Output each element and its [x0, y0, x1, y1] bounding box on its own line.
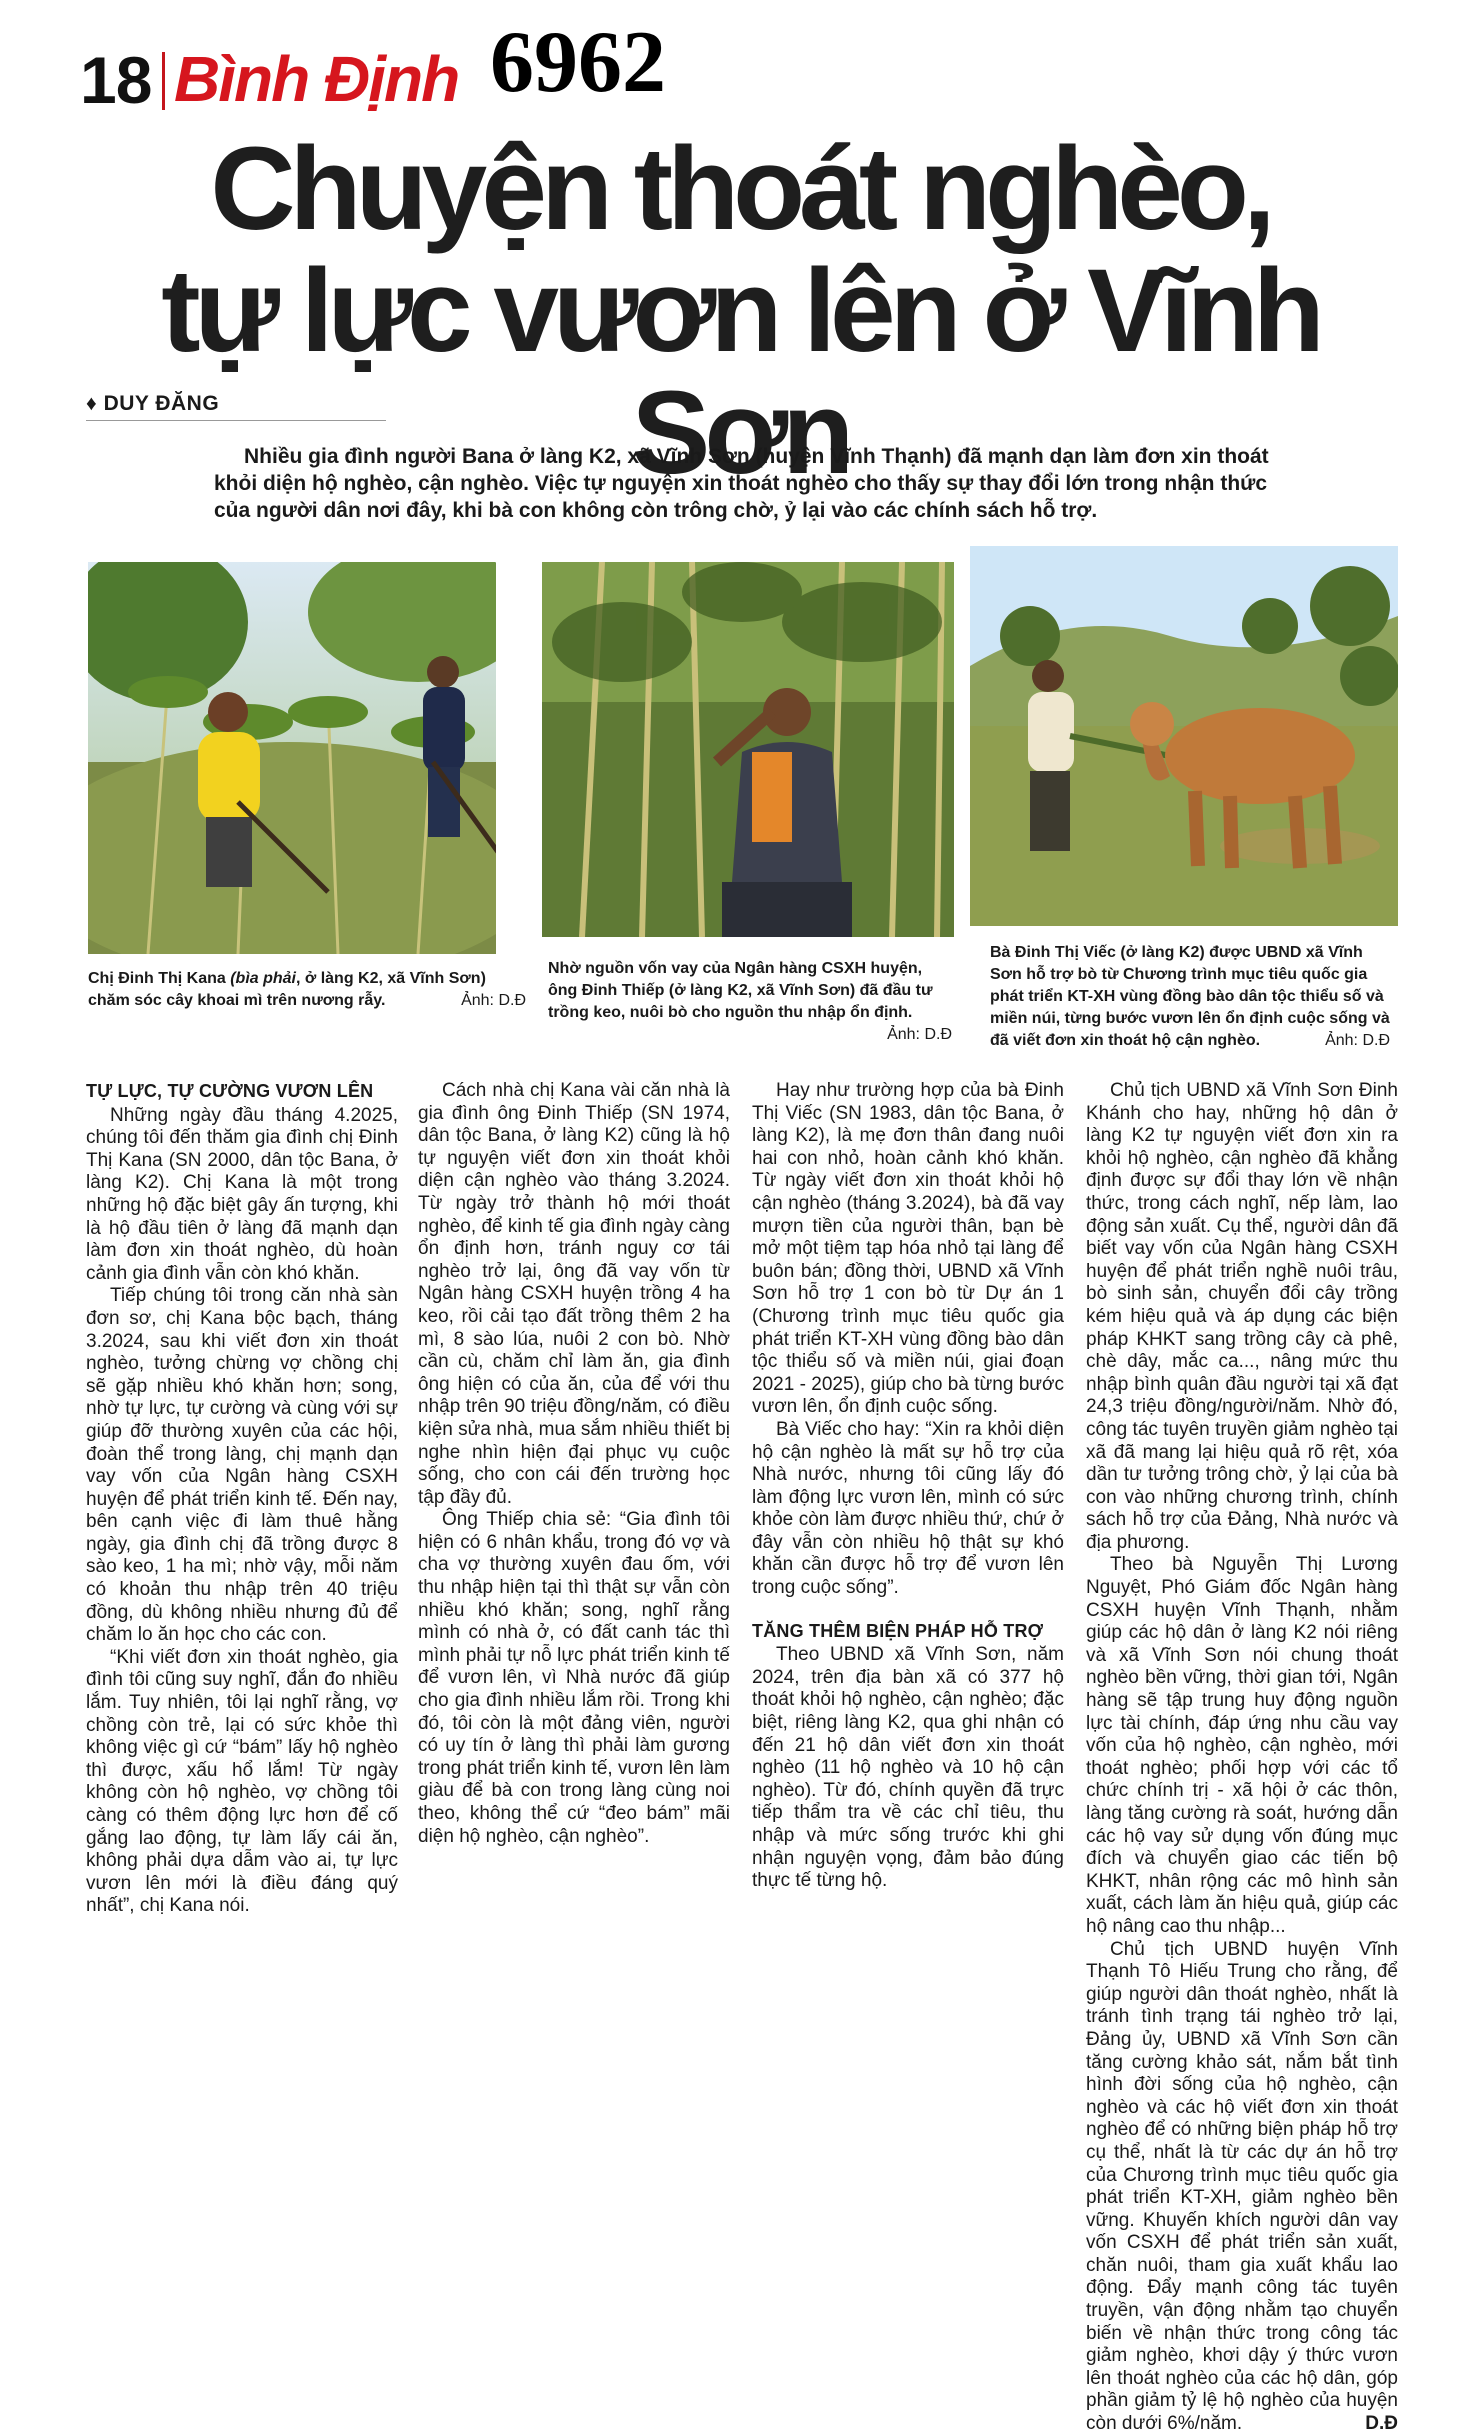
paragraph: Chủ tịch UBND xã Vĩnh Sơn Đinh Khánh cho hay, những hộ dân ở làng K2 tự nguyện viết đơn xin ra khỏi hộ nghèo, cận nghèo đã khẳng định được sự đổi thay lớn về nhận thức, trong cách nghĩ, nếp làm, lao động sản xuất. Cụ thể, người dân đã biết vay vốn của Ngân hàng CSXH huyện để phát triển nghề nuôi trâu, bò sinh sản, chuyển đổi cây trồng kém hiệu quả và áp dụng các biện pháp KHKT sang trồng cây cà phê, chè dây, mắc ca..., nâng mức thu nhập bình quân đầu người tại xã đạt 24,3 triệu đồng/người/năm. Nhờ đó, công tác tuyên truyền giảm nghèo tại xã đã mang lại hiệu quả rõ rệt, xóa dần tư tưởng trông chờ, ỷ lại của bà con vào những chương trình, chính sách hỗ trợ của Đảng, Nhà nước và địa phương.	[1086, 1080, 1398, 1553]
paragraph: Bà Viếc cho hay: “Xin ra khỏi diện hộ cận nghèo là mất sự hỗ trợ của Nhà nước, nhưng tôi cũng lấy đó làm động lực vươn lên, mình có sức khỏe còn làm được nhiều thứ, chứ ở đây vẫn còn nhiều hộ thật sự khó khăn cần được hỗ trợ để vươn lên trong cuộc sống”.	[752, 1418, 1064, 1599]
photo-caption-3: Bà Đinh Thị Viếc (ở làng K2) được UBND xã Vĩnh Sơn hỗ trợ bò từ Chương trình mục tiêu quốc gia phát triển KT-XH vùng đồng bào dân tộc thiểu số và miền núi, từng bước vươn lên ổn định cuộc sống và đã viết đơn xin thoát hộ cận nghèo. Ảnh: D.Đ	[990, 942, 1390, 1052]
paragraph: Tiếp chúng tôi trong căn nhà sàn đơn sơ, chị Kana bộc bạch, tháng 3.2024, sau khi viết đơn xin thoát nghèo, tưởng chừng vợ chồng chị sẽ gặp nhiều khó khăn hơn; song, nhờ tự lực, tự cường và cùng với sự giúp đỡ thường xuyên của các hội, đoàn thể trong làng, chị mạnh dạn vay vốn của Ngân hàng CSXH huyện để phát triển kinh tế. Đến nay, bên cạnh việc đi làm thuê hằng ngày, gia đình chị đã trồng được 8 sào keo, 1 ha mì; nhờ vậy, mỗi năm có khoản thu nhập trên 40 triệu đồng, dù không nhiều nhưng đủ để chăm lo ăn học cho các con.	[86, 1285, 398, 1646]
headline	[60, 123, 1420, 499]
newspaper-logo: Bình Định	[174, 43, 459, 115]
article-column-1	[86, 1080, 398, 1918]
paragraph: “Khi viết đơn xin thoát nghèo, gia đình tôi cũng suy nghĩ, đắn đo nhiều lắm. Tuy nhiên, tôi lại nghĩ rằng, vợ chồng còn trẻ, lại có sức khỏe thì không việc gì cứ “bám” lấy hộ nghèo thì được, xấu hổ lắm! Từ ngày không còn hộ nghèo, vợ chồng tôi càng có thêm động lực hơn để cố gắng lao động, tự làm lấy cái ăn, không phải dựa dẫm vào ai, tự lực vươn lên mới là điều đáng quý nhất”, chị Kana nói.	[86, 1646, 398, 1917]
headline-line-1: Chuyện thoát nghèo,	[210, 123, 1270, 255]
byline-author: DUY ĐĂNG	[103, 392, 220, 415]
paragraph: Theo bà Nguyễn Thị Lương Nguyệt, Phó Giám đốc Ngân hàng CSXH huyện Vĩnh Thạnh, nhằm giúp các hộ dân ở làng K2 nói riêng và xã Vĩnh Sơn nói chung thoát nghèo bền vững, thời gian tới, Ngân hàng sẽ tập trung huy động nguồn lực tài chính, đáp ứng nhu cầu vay vốn của hộ nghèo, cận nghèo, mới thoát nghèo; phối hợp với các tổ chức chính trị - xã hội ở các thôn, làng tăng cường rà soát, hướng dẫn các hộ vay sử dụng vốn đúng mục đích và chuyển giao các tiến bộ KHKT, nhân rộng các mô hình sản xuất, cách làm ăn hiệu quả, giúp các hộ nâng cao thu nhập...	[1086, 1554, 1398, 1937]
paragraph: Cách nhà chị Kana vài căn nhà là gia đình ông Đinh Thiếp (SN 1974, dân tộc Bana, ở làng K2) cũng là hộ tự nguyện viết đơn xin thoát khỏi diện cận nghèo vào tháng 3.2024. Từ ngày trở thành hộ mới thoát nghèo, để kinh tế gia đình ngày càng ổn định hơn, tránh nguy cơ tái nghèo trở lại, ông đã vay vốn từ Ngân hàng CSXH huyện trồng 4 ha keo, rồi cải tạo đất trồng thêm 2 ha mì, 8 sào lúa, nuôi 2 con bò. Nhờ cần cù, chăm chỉ làm ăn, gia đình ông hiện có của ăn, của để với thu nhập trên 90 triệu đồng/năm, có điều kiện sửa nhà, mua sắm nhiều thiết bị nghe nhìn hiện đại phục vụ cuộc sống, cho con cái đến trường học tập đầy đủ.	[418, 1080, 730, 1508]
photo-credit-3: Ảnh: D.Đ	[1325, 1032, 1390, 1049]
subheading-2: TĂNG THÊM BIỆN PHÁP HỖ TRỢ	[752, 1620, 1044, 1641]
author-signature: D.Đ	[1365, 2413, 1398, 2435]
paragraph: Hay như trường hợp của bà Đinh Thị Viếc (SN 1983, dân tộc Bana, ở làng K2), là mẹ đơn thân đang nuôi hai con nhỏ, hoàn cảnh khó khăn. Từ ngày viết đơn xin thoát khỏi hộ cận nghèo (tháng 3.2024), bà đã vay mượn tiền của người thân, bạn bè mở một tiệm tạp hóa nhỏ tại làng để buôn bán; đồng thời, UBND xã Vĩnh Sơn hỗ trợ 1 con bò từ Dự án 1 (Chương trình mục tiêu quốc gia phát triển KT-XH vùng đồng bào dân tộc thiểu số và miền núi, giai đoạn 2021 - 2025), giúp cho bà từng bước vươn lên, ổn định cuộc sống.	[752, 1080, 1064, 1418]
article-column-4	[1086, 1080, 1398, 2436]
paragraph: Theo UBND xã Vĩnh Sơn, năm 2024, trên địa bàn xã có 377 hộ thoát khỏi hộ nghèo, cận nghèo; đặc biệt, riêng làng K2, qua ghi nhận có đến 21 hộ dân viết đơn xin thoát nghèo (11 hộ nghèo và 10 hộ cận nghèo). Từ đó, chính quyền đã trực tiếp thẩm tra về các chỉ tiêu, thu nhập và mức sống trước khi ghi nhận nguyện vọng, đảm bảo đúng thực tế từng hộ.	[752, 1644, 1064, 1892]
paragraph: Chủ tịch UBND huyện Vĩnh Thạnh Tô Hiếu Trung cho rằng, để giúp người dân thoát nghèo, nhất là tránh tình trạng tái nghèo trở lại, Đảng ủy, UBND xã Vĩnh Sơn cần tăng cường khảo sát, nắm bắt tình hình đời sống của hộ nghèo, cận nghèo và các hộ viết đơn xin thoát nghèo để có những biện pháp hỗ trợ cụ thể, nhất là từ các dự án hỗ trợ của Chương trình mục tiêu quốc gia phát triển KT-XH, giảm nghèo bền vững. Khuyến khích người dân vay vốn CSXH để phát triển sản xuất, chăn nuôi, tham gia xuất khẩu lao động. Đẩy mạnh công tác tuyên truyền, vận động nhằm tạo chuyển biến về nhận thức trong công tác giảm nghèo, khơi dậy ý thức vươn lên thoát nghèo của các hộ dân, góp phần giảm tỷ lệ hộ nghèo của huyện còn dưới 6%/năm. D.Đ	[1086, 1938, 1398, 2435]
photo-credit-1: Ảnh: D.Đ	[461, 992, 526, 1009]
issue-number: 6962	[490, 14, 666, 111]
photo-kana-farming	[88, 562, 496, 954]
headline-line-2: tự lực vươn lên ở Vĩnh Sơn	[161, 245, 1319, 499]
byline	[86, 392, 219, 416]
photo-credit-2: Ảnh: D.Đ	[887, 1026, 952, 1043]
paragraph: Ông Thiếp chia sẻ: “Gia đình tôi hiện có 6 nhân khẩu, trong đó vợ và cha vợ thường xuyên đau ốm, với thu nhập hiện tại thì thật sự vẫn còn nhiều khó khăn; song, nghĩ rằng mình có nhà ở, có đất canh tác thì mình phải tự nỗ lực phát triển kinh tế để vươn lên, vì Nhà nước đã giúp cho gia đình nhiều lắm rồi. Trong khi đó, tôi còn là một đảng viên, người có uy tín ở làng thì phải làm gương trong phát triển kinh tế, vươn lên làm giàu để bà con trong làng cùng noi theo, không thể cứ “đeo bám” mãi diện hộ nghèo, cận nghèo”.	[418, 1509, 730, 1847]
photo-caption-2: Nhờ nguồn vốn vay của Ngân hàng CSXH huyện, ông Đinh Thiếp (ở làng K2, xã Vĩnh Sơn) đã đầu tư trồng keo, nuôi bò cho nguồn thu nhập ổn định. Ảnh: D.Đ	[548, 958, 952, 1046]
sapo: Nhiều gia đình người Bana ở làng K2, xã Vĩnh Sơn (huyện Vĩnh Thạnh) đã mạnh dạn làm đơn xin thoát khỏi diện hộ nghèo, cận nghèo. Việc tự nguyện xin thoát nghèo cho thấy sự thay đổi lớn trong nhận thức của người dân nơi đây, khi bà con không còn trông chờ, ỷ lại vào các chính sách hỗ trợ.	[214, 445, 1269, 522]
article-column-3	[752, 1080, 1064, 1893]
page-number: 18	[80, 43, 152, 117]
subheading-1: TỰ LỰC, TỰ CƯỜNG VƯƠN LÊN	[86, 1081, 374, 1101]
masthead-divider	[162, 52, 165, 110]
byline-rule	[86, 420, 386, 421]
byline-diamond-icon: ♦	[86, 392, 98, 415]
photo-thiep-acacia	[542, 562, 954, 937]
paragraph: Những ngày đầu tháng 4.2025, chúng tôi đến thăm gia đình chị Đinh Thị Kana (SN 2000, dân tộc Bana, ở làng K2). Chị Kana là một trong những hộ đặc biệt gây ấn tượng, khi là hộ đầu tiên ở làng đã mạnh dạn làm đơn xin thoát nghèo, dù hoàn cảnh gia đình vẫn còn khó khăn.	[86, 1104, 398, 1284]
article-column-2	[418, 1080, 730, 1848]
photo-vieec-cow	[970, 546, 1398, 926]
photo-caption-1: Chị Đinh Thị Kana (bìa phải, ở làng K2, xã Vĩnh Sơn) chăm sóc cây khoai mì trên nương rẫy. Ảnh: D.Đ	[88, 968, 526, 1012]
